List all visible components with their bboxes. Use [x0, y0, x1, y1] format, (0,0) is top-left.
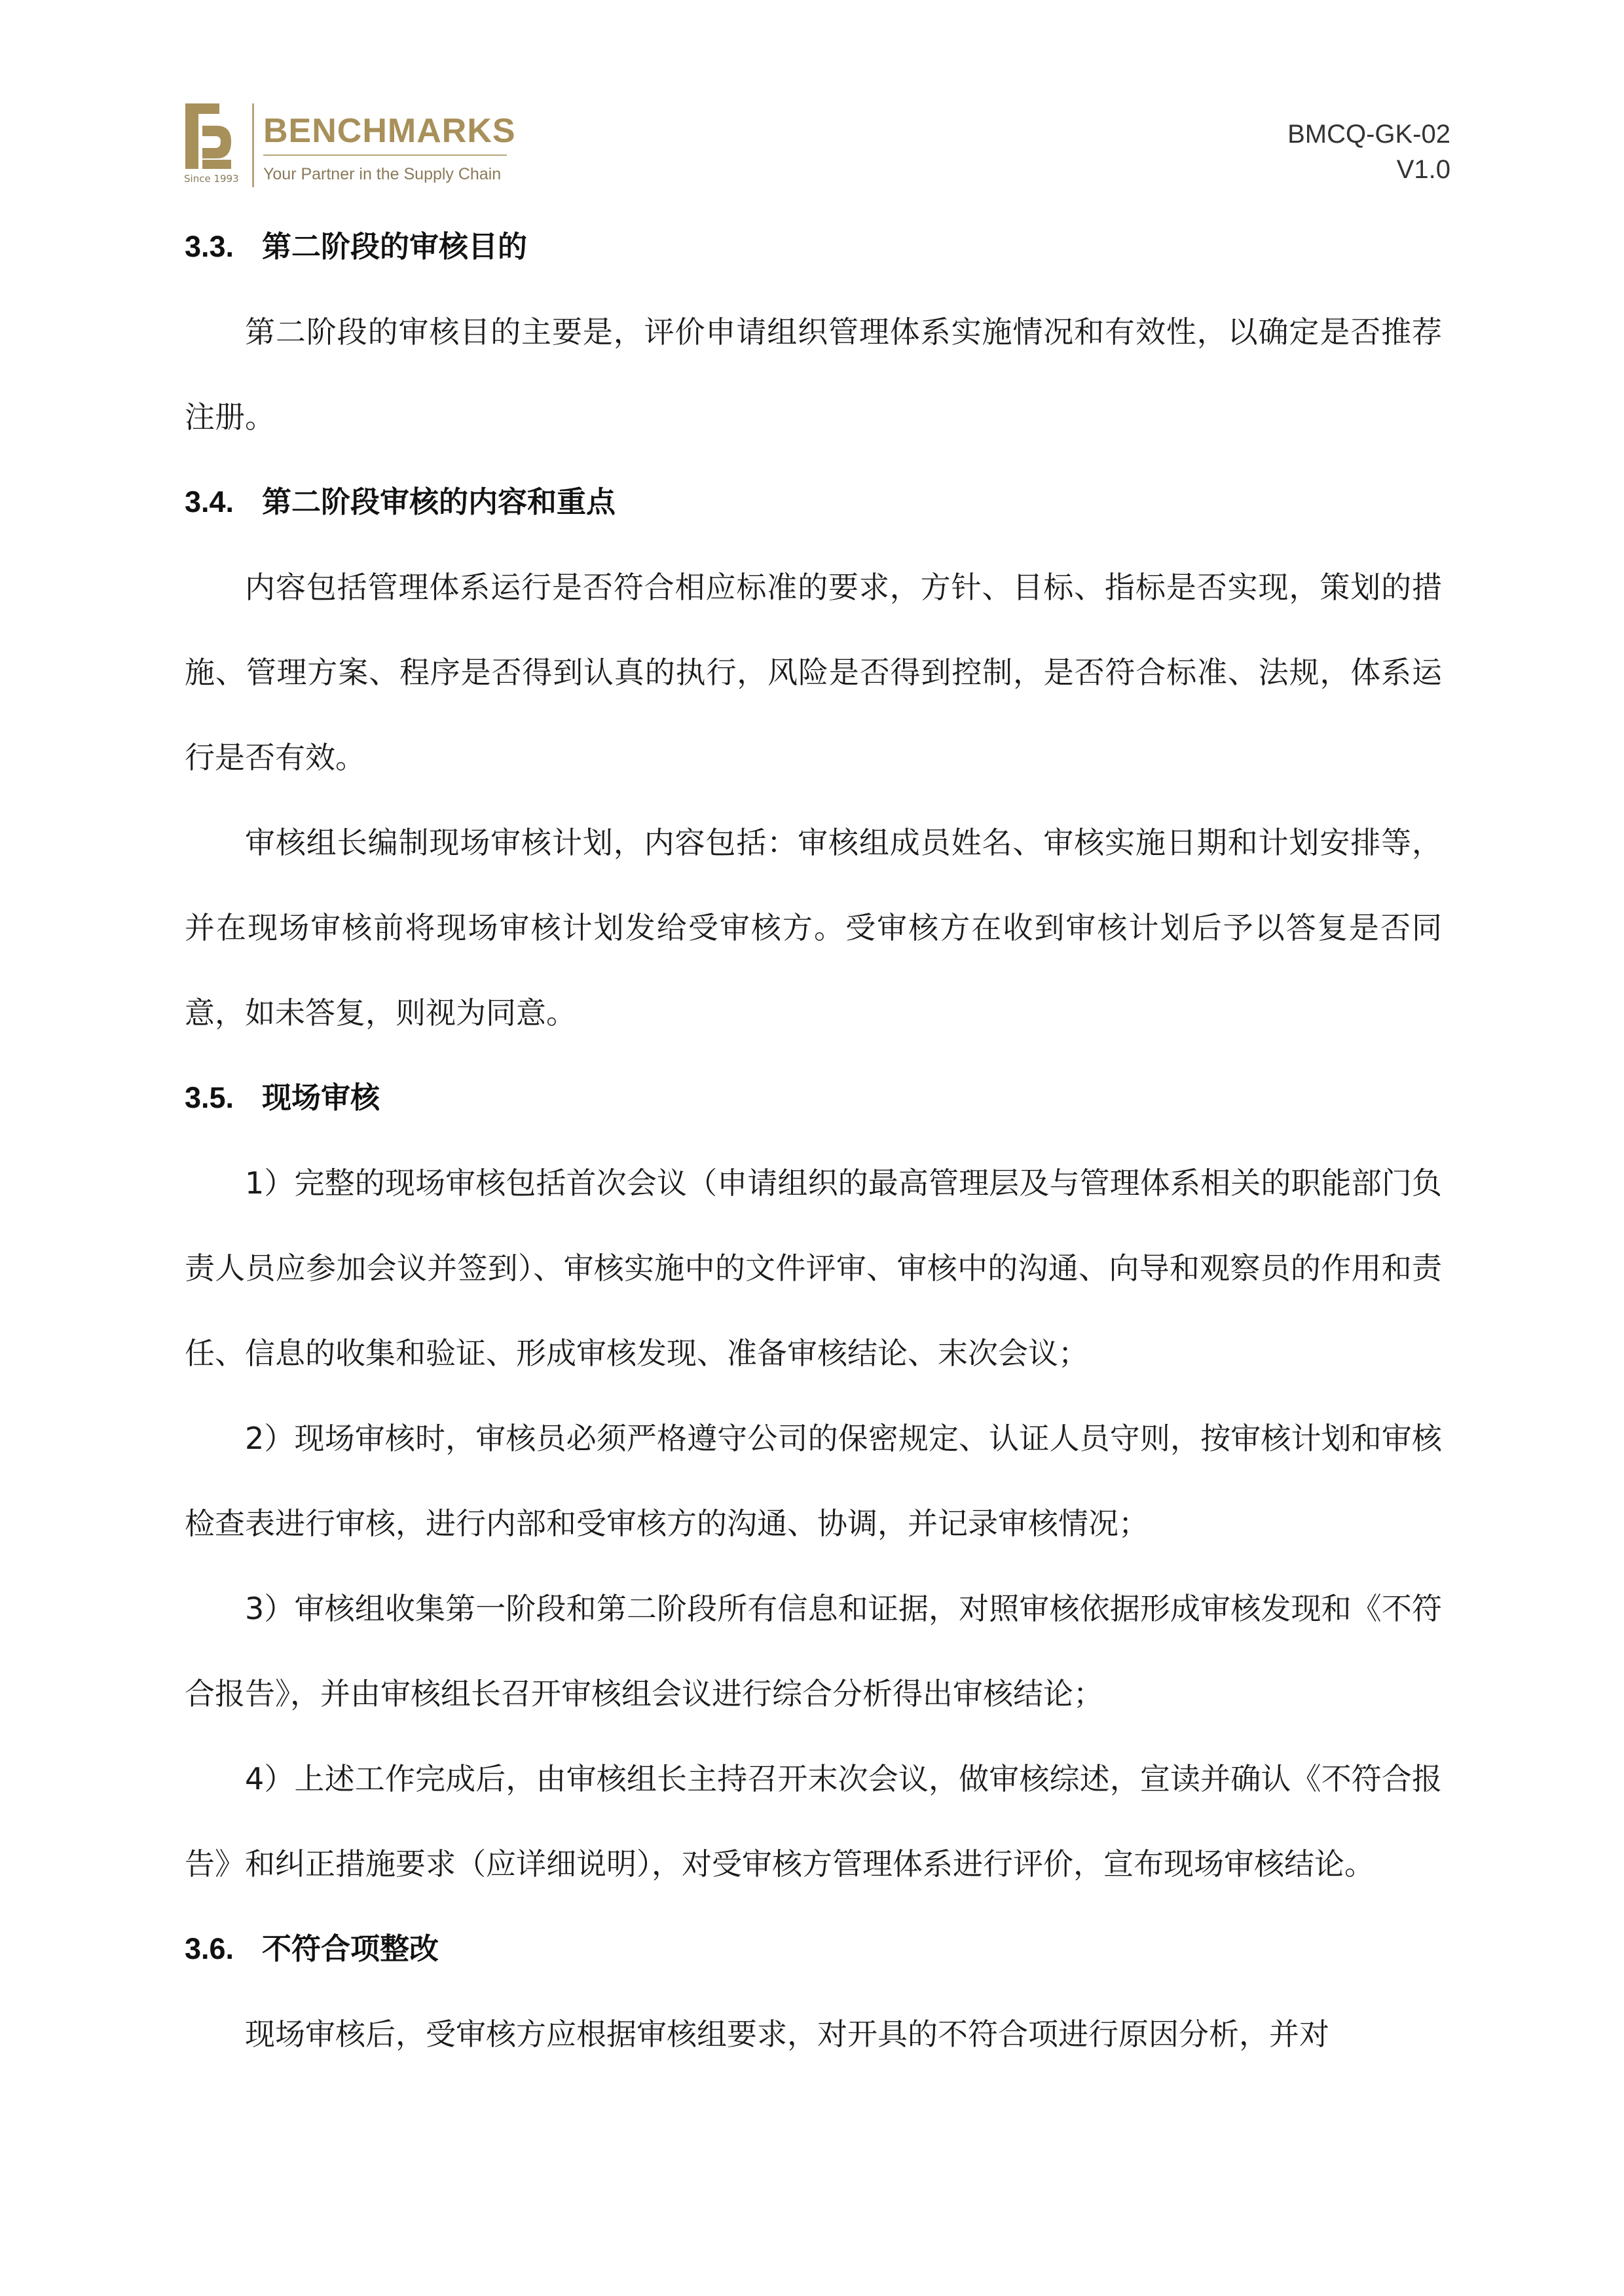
paragraph: 第二阶段的审核目的主要是，评价申请组织管理体系实施情况和有效性，以确定是否推荐注册。: [185, 314, 1442, 435]
section-title: 不符合项整改: [262, 1931, 439, 1966]
section-number: 3.5.: [185, 1081, 234, 1114]
paragraph: 2）现场审核时，审核员必须严格遵守公司的保密规定、认证人员守则，按审核计划和审核检查表进行审核，进行内部和受审核方的沟通、协调，并记录审核情况；: [185, 1421, 1442, 1541]
logo-brand-name: BENCHMARKS: [263, 112, 516, 150]
document-code: BMCQ-GK-02: [1287, 120, 1450, 149]
document-version: V1.0: [1396, 155, 1450, 184]
section-number: 3.3.: [185, 230, 234, 263]
logo-tagline: Your Partner in the Supply Chain: [263, 165, 502, 183]
document-body: [185, 204, 1442, 2077]
paragraph: 现场审核后，受审核方应根据审核组要求，对开具的不符合项进行原因分析，并对: [245, 2016, 1329, 2052]
document-code-block: [1287, 117, 1450, 187]
section-title: 第二阶段审核的内容和重点: [262, 484, 616, 519]
paragraph: 4）上述工作完成后，由审核组长主持召开末次会议，做审核综述，宣读并确认《不符合报告》和纠正措施要求（应详细说明），对受审核方管理体系进行评价，宣布现场审核结论。: [185, 1761, 1442, 1882]
section-title: 现场审核: [262, 1080, 380, 1115]
paragraph: 3）审核组收集第一阶段和第二阶段所有信息和证据，对照审核依据形成审核发现和《不符合报告》，并由审核组长召开审核组会议进行综合分析得出审核结论；: [185, 1591, 1442, 1711]
logo-since-year: Since 1993: [184, 173, 239, 185]
paragraph: 内容包括管理体系运行是否符合相应标准的要求，方针、目标、指标是否实现，策划的措施、管理方案、程序是否得到认真的执行，风险是否得到控制，是否符合标准、法规，体系运行是否有效。: [185, 570, 1442, 775]
benchmarks-logo-icon: [185, 103, 231, 169]
paragraph: 审核组长编制现场审核计划，内容包括：审核组成员姓名、审核实施日期和计划安排等，并在现场审核前将现场审核计划发给受审核方。受审核方在收到审核计划后予以答复是否同意，如未答复，则视为同意。: [185, 825, 1442, 1030]
section-number: 3.4.: [185, 485, 234, 519]
section-heading: [185, 1055, 1442, 1140]
section-number: 3.6.: [185, 1932, 234, 1965]
section-heading: [185, 204, 1442, 289]
section-heading: [185, 1906, 1442, 1992]
logo-divider: [252, 103, 254, 187]
section-title: 第二阶段的审核目的: [262, 229, 528, 264]
logo-underline: [263, 155, 507, 156]
paragraph: 1）完整的现场审核包括首次会议（申请组织的最高管理层及与管理体系相关的职能部门负责人员应参加会议并签到）、审核实施中的文件评审、审核中的沟通、向导和观察员的作用和责任、信息的收集和验证、形成审核发现、准备审核结论、末次会议；: [185, 1165, 1442, 1371]
section-heading: [185, 460, 1442, 545]
